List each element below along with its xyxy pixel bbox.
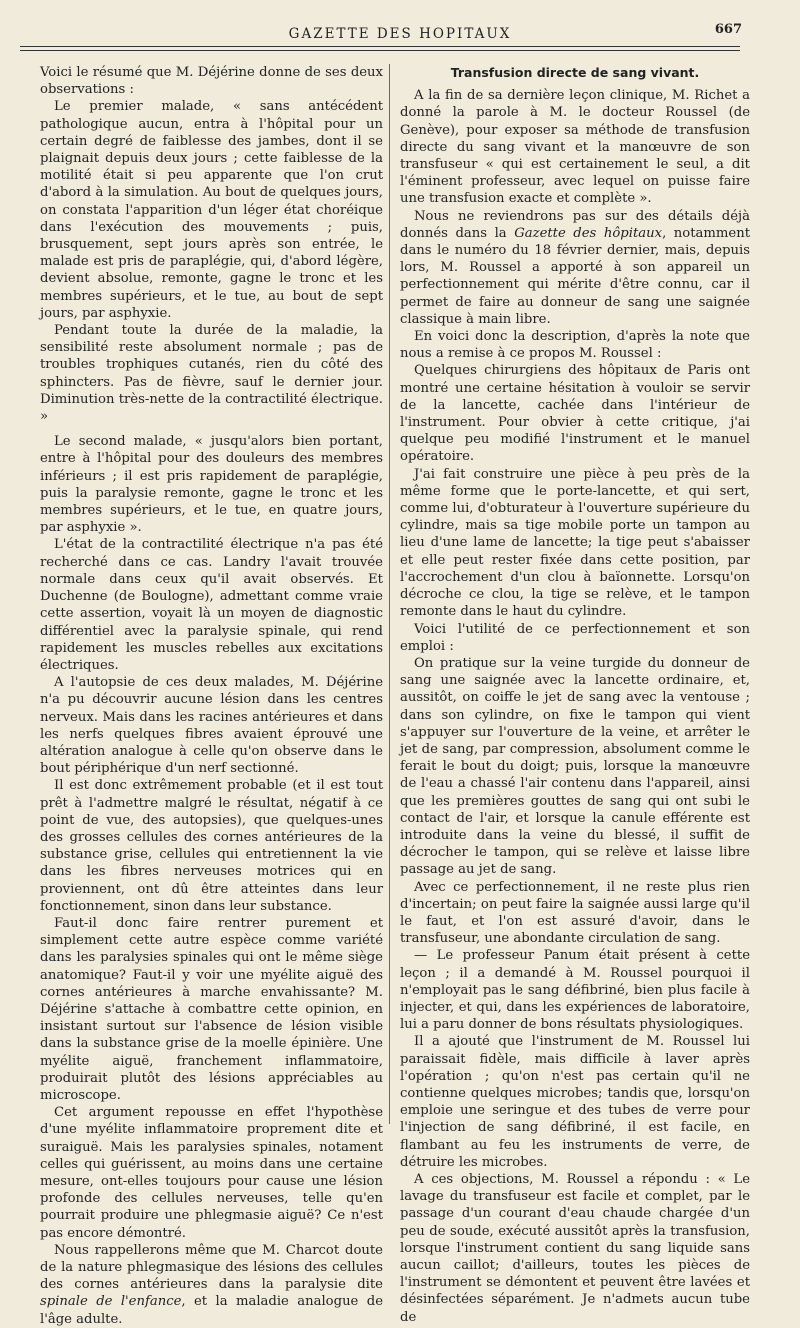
paragraph: L'état de la contractilité électrique n'a pas été recherché dans ce cas. Landry l'avait trouvée normale dans ceux qu'il avait observés. Et Duchenne (de Boulogne), admettant comme vraie cette assertion, voyait là un moyen de diagnostic différentiel avec la paralysie spinale, qui rend rapidement les muscles rebelles aux excitations électriques. — [40, 537, 383, 673]
header-rule-thick — [20, 46, 740, 47]
paragraph: Voici l'utilité de ce perfectionnement et son emploi : — [400, 621, 750, 654]
paragraph: Il est donc extrêmement probable (et il est tout prêt à l'admettre malgré le résultat, négatif à ce point de vue, des autopsies), que quelques-unes des grosses cellules des cornes antérieures de la substance grise, cellules qui entretiennent la vie dans les fibres nerveuses motrices qui en proviennent, ont dû être atteintes dans leur fonctionnement, sinon dans leur substance. — [40, 778, 383, 914]
paragraph — [400, 208, 750, 328]
italic-title: Gazette des hôpitaux — [514, 225, 663, 241]
paragraph-text: , et la maladie analogue de l'âge adulte. — [40, 1294, 383, 1327]
left-column — [40, 64, 383, 1328]
paragraph: Le premier malade, « sans antécédent pathologique aucun, entra à l'hôpital pour un certain degré de faiblesse des jambes, dont il se plaignait depuis deux jours ; cette faiblesse de la motilité était si peu apparente que l'on crut d'abord à la simulation. Au bout de quelques jours, on constata l'apparition d'un léger état choréique dans l'exécution des mouvements ; puis, brusquement, sept jours après son entrée, le malade est pris de paraplégie, qui, d'abord légère, devient absolue, remonte, gagne le tronc et les membres supérieurs, et le tue, au bout de sept jours, par asphyxie. — [40, 99, 383, 321]
right-column — [400, 64, 750, 1326]
paragraph: En voici donc la description, d'après la note que nous a remise à ce propos M. Roussel : — [400, 329, 750, 362]
running-header-title: GAZETTE DES HOPITAUX — [288, 26, 512, 42]
paragraph: Il a ajouté que l'instrument de M. Roussel lui paraissait fidèle, mais difficile à laver après l'opération ; qu'on n'est pas certain qu'il ne contienne quelques microbes; tandis que, lorsqu'on emploie une seringue et des tubes de verre pour l'injection de sang défibriné, il est facile, en flambant au feu les instruments de verre, de détruire les microbes. — [400, 1034, 750, 1170]
paragraph: A la fin de sa dernière leçon clinique, M. Richet a donné la parole à M. le docteur Roussel (de Genève), pour exposer sa méthode de transfusion directe du sang vivant et la manœuvre de son transfuseur « qui est certainement le seul, a dit l'éminent professeur, avec lequel on puisse faire une transfusion exacte et complète ». — [400, 88, 750, 207]
page-number: 667 — [714, 22, 742, 37]
paragraph: Pendant toute la durée de la maladie, la sensibilité reste absolument normale ; pas de troubles trophiques cutanés, rien du côté des sphincters. Pas de fièvre, sauf le dernier jour. Diminution très-nette de la contractilité électrique. » — [40, 323, 383, 425]
column-divider — [389, 64, 390, 1124]
paragraph: Avec ce perfectionnement, il ne reste plus rien d'incertain; on peut faire la saignée aussi large qu'il le faut, et l'on est assuré d'avoir, dans le transfuseur, une abondante circulation de sang. — [400, 879, 750, 947]
paragraph: On pratique sur la veine turgide du donneur de sang une saignée avec la lancette ordinaire, et, aussitôt, on coiffe le jet de sang avec la ventouse ; dans son cylindre, on fixe le tampon qui vient s'appuyer sur l'ouverture de la veine, et arrêter le jet de sang, par compression, absolument comme le ferait le bout du doigt; puis, lorsque la manœuvre de l'eau a chassé l'air contenu dans l'appareil, ainsi que les premières gouttes de sang qui ont subi le contact de l'air, et lorsque la canule efférente est introduite dans la veine du blessé, il suffit de décrocher le tampon, qui se relève et laisse libre passage au jet de sang. — [400, 655, 750, 878]
italic-term: spinale de l'enfance — [40, 1294, 182, 1310]
paragraph: A l'autopsie de ces deux malades, M. Déjérine n'a pu découvrir aucune lésion dans les centres nerveux. Mais dans les racines antérieures et dans les nerfs quelques fibres avaient éprouvé une altération analogue à celle qu'on observe dans le bout périphérique d'un nerf sectionné. — [40, 675, 383, 777]
paragraph: Cet argument repousse en effet l'hypothèse d'une myélite inflammatoire proprement dite et suraiguë. Mais les paralysies spinales, notament celles qui guérissent, au moins dans une certaine mesure, ont-elles toujours pour cause une lésion profonde des cellules nerveuses, telle qu'en pourrait produire une phlegmasie aiguë? Ce n'est pas encore démontré. — [40, 1105, 383, 1241]
header-rule-thin — [20, 50, 740, 51]
paragraph: Quelques chirurgiens des hôpitaux de Paris ont montré une certaine hésitation à vouloir se servir de la lancette, cachée dans l'intérieur de l'instrument. Pour obvier à cette critique, j'ai quelque peu modifié l'instrument et le manuel opératoire. — [400, 363, 750, 465]
paragraph: A ces objections, M. Roussel a répondu : « Le lavage du transfuseur est facile et complet, par le passage d'un courant d'eau chaude chargée d'un peu de soude, exécuté aussitôt après la transfusion, lorsque l'instrument contient du sang liquide sans aucun caillot; d'ailleurs, toutes les pièces de l'instrument se démontent et peuvent être lavées et désinfectées séparément. Je n'admets aucun tube de — [400, 1172, 750, 1325]
paragraph-text: Nous ne reviendrons pas sur des détails déjà donnés dans la — [400, 208, 750, 241]
paragraph: Faut-il donc faire rentrer purement et simplement cette autre espèce comme variété dans les paralysies spinales qui ont le même siège anatomique? Faut-il y voir une myélite aiguë des cornes antérieures à marche envahissante? M. Déjérine s'attache à combattre cette opinion, en insistant surtout sur l'absence de lésion visible dans la substance grise de la moelle épinière. Une myélite aiguë, franchement inflammatoire, produirait plutôt des lésions appréciables au microscope. — [40, 915, 383, 1103]
paragraph: — Le professeur Panum était présent à cette leçon ; il a demandé à M. Roussel pourquoi il n'employait pas le sang défibriné, bien plus facile à injecter, et qui, dans les expériences de laboratoire, lui a paru donner de bons résultats physiologiques. — [400, 948, 750, 1033]
paragraph-text: , notamment dans le numéro du 18 février dernier, mais, depuis lors, M. Roussel a apporté à son appareil un perfectionnement qui mérite d'être connu, car il permet de faire au donneur de sang une saignée classique à main libre. — [400, 225, 750, 327]
paragraph: Le second malade, « jusqu'alors bien portant, entre à l'hôpital pour des douleurs des membres inférieurs ; il est pris rapidement de paraplégie, puis la paralysie remonte, gagne le tronc et les membres supérieurs, et le tue, en quatre jours, par asphyxie ». — [40, 434, 383, 536]
paragraph — [40, 1242, 383, 1328]
section-title: Transfusion directe de sang vivant. — [450, 65, 700, 80]
paragraph: J'ai fait construire une pièce à peu près de la même forme que le porte-lancette, et qui sert, comme lui, d'obturateur à l'ouverture supérieure du cylindre, mais sa tige mobile porte un tampon au lieu d'une lame de lancette; la tige peut s'abaisser et elle peut rester fixée dans cette position, par l'accrochement d'un clou à baïonnette. Lorsqu'on décroche ce clou, la tige se relève, et le tampon remonte dans le haut du cylindre. — [400, 466, 750, 620]
paragraph-text: Nous rappellerons même que M. Charcot doute de la nature phlegmasique des lésions des cellules des cornes antérieures dans la paralysie dite — [40, 1242, 383, 1293]
paragraph: Voici le résumé que M. Déjérine donne de ses deux observations : — [40, 65, 383, 98]
